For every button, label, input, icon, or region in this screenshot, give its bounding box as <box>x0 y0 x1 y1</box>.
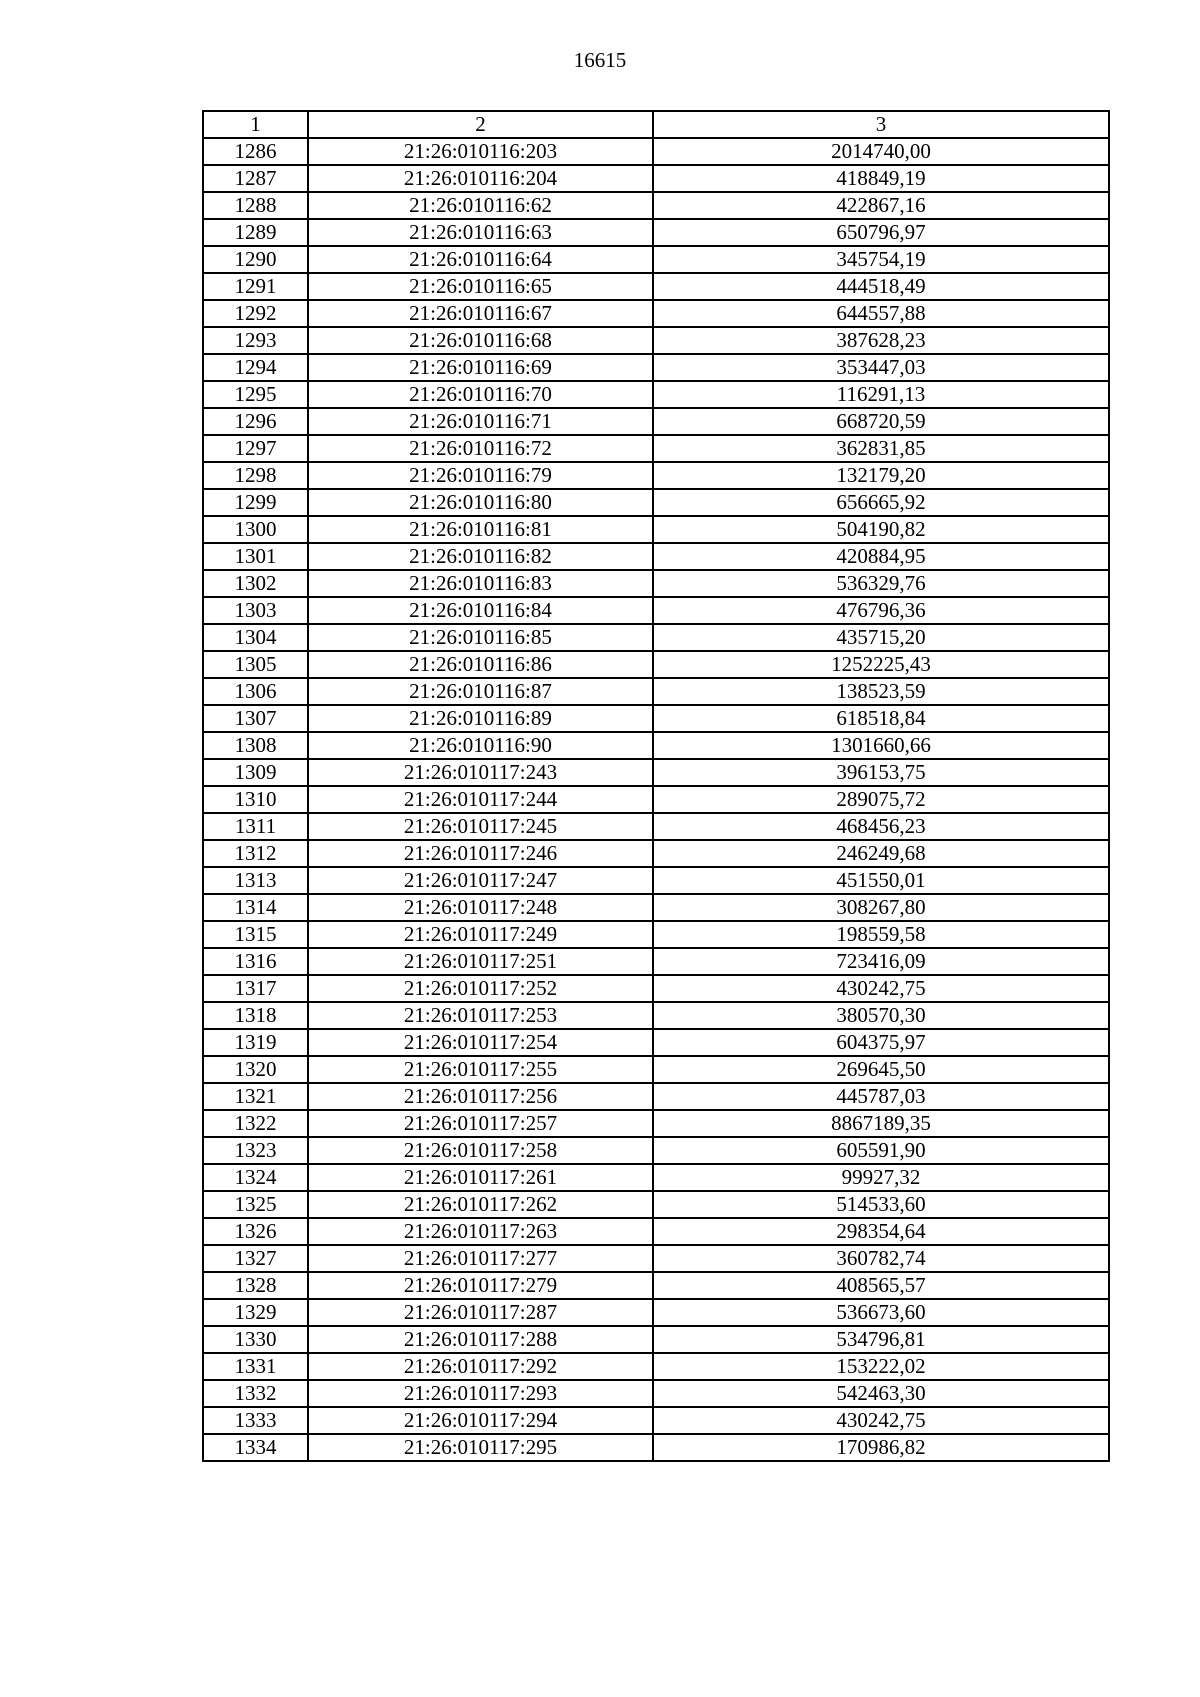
table-row <box>203 435 1109 462</box>
cadastral-number-cell: 21:26:010117:246 <box>308 840 653 867</box>
cadastral-number-cell: 21:26:010116:79 <box>308 462 653 489</box>
cadastral-number-cell: 21:26:010116:83 <box>308 570 653 597</box>
row-number-cell: 1321 <box>203 1083 308 1110</box>
table-row <box>203 381 1109 408</box>
cadastral-number-cell: 21:26:010117:252 <box>308 975 653 1002</box>
cadastral-number-cell: 21:26:010116:67 <box>308 300 653 327</box>
table-row <box>203 597 1109 624</box>
row-number-cell: 1330 <box>203 1326 308 1353</box>
cadastral-number-cell: 21:26:010116:68 <box>308 327 653 354</box>
table-row <box>203 543 1109 570</box>
row-number-cell: 1308 <box>203 732 308 759</box>
cadastral-number-cell: 21:26:010117:249 <box>308 921 653 948</box>
row-number-cell: 1305 <box>203 651 308 678</box>
row-number-cell: 1309 <box>203 759 308 786</box>
row-number-cell: 1334 <box>203 1434 308 1461</box>
table-row <box>203 1380 1109 1407</box>
row-number-cell: 1290 <box>203 246 308 273</box>
row-number-cell: 1298 <box>203 462 308 489</box>
row-number-cell: 1296 <box>203 408 308 435</box>
cadastral-number-cell: 21:26:010116:80 <box>308 489 653 516</box>
row-number-cell: 1333 <box>203 1407 308 1434</box>
cadastral-value-cell: 534796,81 <box>653 1326 1109 1353</box>
cadastral-value-cell: 153222,02 <box>653 1353 1109 1380</box>
cadastral-number-cell: 21:26:010116:64 <box>308 246 653 273</box>
table-body <box>203 138 1109 1461</box>
cadastral-value-cell: 650796,97 <box>653 219 1109 246</box>
table-header <box>203 111 1109 138</box>
cadastral-value-cell: 668720,59 <box>653 408 1109 435</box>
cadastral-number-cell: 21:26:010117:243 <box>308 759 653 786</box>
row-number-cell: 1292 <box>203 300 308 327</box>
table-row <box>203 1137 1109 1164</box>
cadastral-value-cell: 604375,97 <box>653 1029 1109 1056</box>
cadastral-value-cell: 430242,75 <box>653 1407 1109 1434</box>
table-row <box>203 354 1109 381</box>
table-row <box>203 1326 1109 1353</box>
table-row <box>203 732 1109 759</box>
row-number-cell: 1286 <box>203 138 308 165</box>
row-number-cell: 1331 <box>203 1353 308 1380</box>
row-number-cell: 1293 <box>203 327 308 354</box>
cadastral-value-cell: 132179,20 <box>653 462 1109 489</box>
column-header-3: 3 <box>653 111 1109 138</box>
table-row <box>203 1083 1109 1110</box>
table-row <box>203 192 1109 219</box>
table-row <box>203 489 1109 516</box>
cadastral-value-cell: 536329,76 <box>653 570 1109 597</box>
cadastral-number-cell: 21:26:010117:248 <box>308 894 653 921</box>
table-row <box>203 300 1109 327</box>
row-number-cell: 1295 <box>203 381 308 408</box>
table-row <box>203 948 1109 975</box>
cadastral-number-cell: 21:26:010117:295 <box>308 1434 653 1461</box>
row-number-cell: 1289 <box>203 219 308 246</box>
row-number-cell: 1332 <box>203 1380 308 1407</box>
table-row <box>203 624 1109 651</box>
row-number-cell: 1313 <box>203 867 308 894</box>
row-number-cell: 1324 <box>203 1164 308 1191</box>
cadastral-number-cell: 21:26:010116:90 <box>308 732 653 759</box>
cadastral-number-cell: 21:26:010117:287 <box>308 1299 653 1326</box>
row-number-cell: 1301 <box>203 543 308 570</box>
table-row <box>203 705 1109 732</box>
table-row <box>203 1245 1109 1272</box>
cadastral-value-table <box>202 110 1110 1462</box>
cadastral-value-cell: 308267,80 <box>653 894 1109 921</box>
row-number-cell: 1312 <box>203 840 308 867</box>
cadastral-value-cell: 380570,30 <box>653 1002 1109 1029</box>
row-number-cell: 1323 <box>203 1137 308 1164</box>
cadastral-number-cell: 21:26:010116:69 <box>308 354 653 381</box>
cadastral-number-cell: 21:26:010116:63 <box>308 219 653 246</box>
cadastral-number-cell: 21:26:010117:254 <box>308 1029 653 1056</box>
cadastral-number-cell: 21:26:010117:262 <box>308 1191 653 1218</box>
cadastral-number-cell: 21:26:010116:89 <box>308 705 653 732</box>
table-row <box>203 165 1109 192</box>
table-row <box>203 975 1109 1002</box>
table-row <box>203 408 1109 435</box>
row-number-cell: 1315 <box>203 921 308 948</box>
table-row <box>203 1434 1109 1461</box>
cadastral-value-cell: 360782,74 <box>653 1245 1109 1272</box>
cadastral-number-cell: 21:26:010116:72 <box>308 435 653 462</box>
cadastral-value-cell: 476796,36 <box>653 597 1109 624</box>
cadastral-number-cell: 21:26:010116:70 <box>308 381 653 408</box>
cadastral-number-cell: 21:26:010117:263 <box>308 1218 653 1245</box>
cadastral-number-cell: 21:26:010116:81 <box>308 516 653 543</box>
cadastral-number-cell: 21:26:010117:293 <box>308 1380 653 1407</box>
cadastral-value-cell: 444518,49 <box>653 273 1109 300</box>
cadastral-value-cell: 420884,95 <box>653 543 1109 570</box>
cadastral-value-cell: 445787,03 <box>653 1083 1109 1110</box>
cadastral-value-cell: 514533,60 <box>653 1191 1109 1218</box>
cadastral-value-cell: 656665,92 <box>653 489 1109 516</box>
row-number-cell: 1328 <box>203 1272 308 1299</box>
cadastral-number-cell: 21:26:010117:288 <box>308 1326 653 1353</box>
cadastral-number-cell: 21:26:010117:294 <box>308 1407 653 1434</box>
row-number-cell: 1297 <box>203 435 308 462</box>
row-number-cell: 1311 <box>203 813 308 840</box>
table-row <box>203 867 1109 894</box>
table-row <box>203 219 1109 246</box>
row-number-cell: 1300 <box>203 516 308 543</box>
table-row <box>203 1353 1109 1380</box>
table-row <box>203 894 1109 921</box>
table-row <box>203 1272 1109 1299</box>
column-header-2: 2 <box>308 111 653 138</box>
cadastral-value-cell: 435715,20 <box>653 624 1109 651</box>
page-number: 16615 <box>573 48 627 72</box>
row-number-cell: 1288 <box>203 192 308 219</box>
row-number-cell: 1303 <box>203 597 308 624</box>
cadastral-number-cell: 21:26:010116:65 <box>308 273 653 300</box>
table-row <box>203 1218 1109 1245</box>
cadastral-value-cell: 605591,90 <box>653 1137 1109 1164</box>
cadastral-number-cell: 21:26:010117:247 <box>308 867 653 894</box>
column-header-1: 1 <box>203 111 308 138</box>
row-number-cell: 1318 <box>203 1002 308 1029</box>
cadastral-value-cell: 542463,30 <box>653 1380 1109 1407</box>
cadastral-number-cell: 21:26:010117:277 <box>308 1245 653 1272</box>
cadastral-value-cell: 198559,58 <box>653 921 1109 948</box>
cadastral-value-cell: 422867,16 <box>653 192 1109 219</box>
cadastral-value-cell: 723416,09 <box>653 948 1109 975</box>
cadastral-number-cell: 21:26:010116:204 <box>308 165 653 192</box>
table-row <box>203 273 1109 300</box>
table-row <box>203 1029 1109 1056</box>
cadastral-value-cell: 418849,19 <box>653 165 1109 192</box>
row-number-cell: 1299 <box>203 489 308 516</box>
cadastral-value-cell: 2014740,00 <box>653 138 1109 165</box>
cadastral-value-cell: 1252225,43 <box>653 651 1109 678</box>
row-number-cell: 1307 <box>203 705 308 732</box>
row-number-cell: 1322 <box>203 1110 308 1137</box>
cadastral-number-cell: 21:26:010116:87 <box>308 678 653 705</box>
cadastral-number-cell: 21:26:010117:292 <box>308 1353 653 1380</box>
cadastral-value-cell: 8867189,35 <box>653 1110 1109 1137</box>
cadastral-number-cell: 21:26:010117:279 <box>308 1272 653 1299</box>
row-number-cell: 1291 <box>203 273 308 300</box>
cadastral-value-cell: 618518,84 <box>653 705 1109 732</box>
table-row <box>203 651 1109 678</box>
row-number-cell: 1306 <box>203 678 308 705</box>
table-row <box>203 1164 1109 1191</box>
cadastral-number-cell: 21:26:010117:245 <box>308 813 653 840</box>
cadastral-value-cell: 116291,13 <box>653 381 1109 408</box>
cadastral-value-cell: 353447,03 <box>653 354 1109 381</box>
cadastral-value-cell: 504190,82 <box>653 516 1109 543</box>
table-header-row <box>203 111 1109 138</box>
table-row <box>203 462 1109 489</box>
table-row <box>203 678 1109 705</box>
cadastral-value-cell: 269645,50 <box>653 1056 1109 1083</box>
cadastral-number-cell: 21:26:010116:84 <box>308 597 653 624</box>
cadastral-number-cell: 21:26:010116:86 <box>308 651 653 678</box>
table-row <box>203 1299 1109 1326</box>
cadastral-value-cell: 246249,68 <box>653 840 1109 867</box>
table-row <box>203 327 1109 354</box>
cadastral-number-cell: 21:26:010117:251 <box>308 948 653 975</box>
table-row <box>203 1407 1109 1434</box>
row-number-cell: 1310 <box>203 786 308 813</box>
row-number-cell: 1325 <box>203 1191 308 1218</box>
table-row <box>203 516 1109 543</box>
cadastral-number-cell: 21:26:010116:62 <box>308 192 653 219</box>
row-number-cell: 1294 <box>203 354 308 381</box>
cadastral-number-cell: 21:26:010116:71 <box>308 408 653 435</box>
row-number-cell: 1314 <box>203 894 308 921</box>
cadastral-value-cell: 138523,59 <box>653 678 1109 705</box>
cadastral-number-cell: 21:26:010116:85 <box>308 624 653 651</box>
cadastral-value-cell: 298354,64 <box>653 1218 1109 1245</box>
cadastral-value-cell: 170986,82 <box>653 1434 1109 1461</box>
cadastral-number-cell: 21:26:010117:255 <box>308 1056 653 1083</box>
cadastral-number-cell: 21:26:010117:253 <box>308 1002 653 1029</box>
table-row <box>203 1110 1109 1137</box>
cadastral-value-cell: 644557,88 <box>653 300 1109 327</box>
cadastral-number-cell: 21:26:010116:82 <box>308 543 653 570</box>
cadastral-number-cell: 21:26:010117:258 <box>308 1137 653 1164</box>
cadastral-value-cell: 289075,72 <box>653 786 1109 813</box>
row-number-cell: 1329 <box>203 1299 308 1326</box>
cadastral-value-cell: 387628,23 <box>653 327 1109 354</box>
cadastral-value-cell: 396153,75 <box>653 759 1109 786</box>
table-row <box>203 1056 1109 1083</box>
cadastral-value-cell: 345754,19 <box>653 246 1109 273</box>
table-row <box>203 138 1109 165</box>
table-row <box>203 1191 1109 1218</box>
table-row <box>203 786 1109 813</box>
cadastral-value-cell: 99927,32 <box>653 1164 1109 1191</box>
cadastral-value-cell: 408565,57 <box>653 1272 1109 1299</box>
cadastral-value-cell: 451550,01 <box>653 867 1109 894</box>
row-number-cell: 1326 <box>203 1218 308 1245</box>
row-number-cell: 1320 <box>203 1056 308 1083</box>
cadastral-value-cell: 1301660,66 <box>653 732 1109 759</box>
row-number-cell: 1317 <box>203 975 308 1002</box>
table-row <box>203 921 1109 948</box>
row-number-cell: 1287 <box>203 165 308 192</box>
cadastral-value-cell: 430242,75 <box>653 975 1109 1002</box>
row-number-cell: 1304 <box>203 624 308 651</box>
cadastral-value-cell: 536673,60 <box>653 1299 1109 1326</box>
table-row <box>203 840 1109 867</box>
table-row <box>203 813 1109 840</box>
cadastral-value-cell: 468456,23 <box>653 813 1109 840</box>
row-number-cell: 1319 <box>203 1029 308 1056</box>
table-row <box>203 1002 1109 1029</box>
row-number-cell: 1302 <box>203 570 308 597</box>
row-number-cell: 1327 <box>203 1245 308 1272</box>
cadastral-value-cell: 362831,85 <box>653 435 1109 462</box>
row-number-cell: 1316 <box>203 948 308 975</box>
table-row <box>203 759 1109 786</box>
cadastral-number-cell: 21:26:010117:256 <box>308 1083 653 1110</box>
table-row <box>203 246 1109 273</box>
cadastral-number-cell: 21:26:010117:261 <box>308 1164 653 1191</box>
table-row <box>203 570 1109 597</box>
cadastral-number-cell: 21:26:010117:257 <box>308 1110 653 1137</box>
cadastral-number-cell: 21:26:010117:244 <box>308 786 653 813</box>
cadastral-number-cell: 21:26:010116:203 <box>308 138 653 165</box>
